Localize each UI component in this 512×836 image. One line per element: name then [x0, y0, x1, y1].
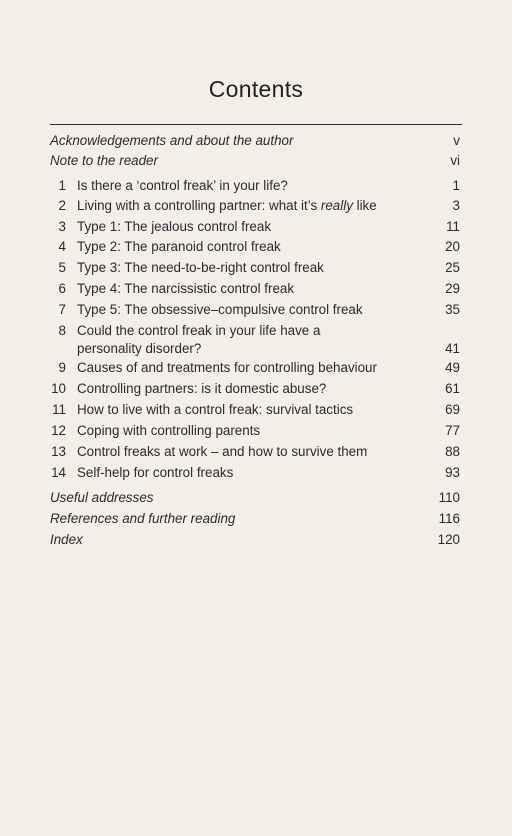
chapter-number: 3 — [58, 219, 66, 234]
chapter-page: 93 — [445, 465, 460, 480]
entry-label: Acknowledgements and about the author — [50, 133, 294, 148]
chapter-title: Causes of and treatments for controlling behaviour — [77, 360, 377, 375]
chapter-number: 9 — [58, 360, 66, 375]
chapter-page: 69 — [445, 402, 460, 417]
entry-label: References and further reading — [50, 511, 236, 526]
entry-page: vi — [450, 153, 460, 168]
entry-label: Index — [50, 532, 83, 547]
chapter-title: Type 3: The need-to-be-right control freak — [77, 260, 324, 275]
chapter-title: How to live with a control freak: survival tactics — [77, 402, 354, 417]
chapter-number: 12 — [51, 423, 66, 438]
chapter-title: Living with a controlling partner: what it’s really like — [77, 198, 377, 213]
chapter-title-line1: Could the control freak in your life have a — [77, 323, 321, 338]
entry-label: Useful addresses — [50, 490, 154, 505]
chapter-number: 1 — [58, 178, 66, 193]
chapter-title: Type 5: The obsessive–compulsive control freak — [77, 302, 363, 317]
chapter-title: Type 2: The paranoid control freak — [77, 239, 281, 254]
chapter-number: 4 — [58, 239, 66, 254]
chapter-number: 11 — [52, 402, 66, 417]
chapter-number: 6 — [58, 281, 66, 296]
chapter-title: Self-help for control freaks — [77, 465, 234, 480]
chapter-title: Type 4: The narcissistic control freak — [77, 281, 295, 296]
title-rule — [50, 124, 462, 125]
chapter-title: Controlling partners: is it domestic abuse? — [77, 381, 327, 396]
chapter-title: Coping with controlling parents — [77, 423, 261, 438]
chapter-page: 88 — [445, 444, 460, 459]
emphasis-really: really — [320, 198, 353, 213]
chapter-page: 1 — [452, 178, 460, 193]
chapter-page: 77 — [445, 423, 460, 438]
chapter-page: 35 — [445, 302, 460, 317]
chapter-number: 5 — [58, 260, 66, 275]
entry-label: Note to the reader — [50, 153, 158, 168]
page-title: Contents — [208, 76, 304, 102]
chapter-number: 2 — [58, 198, 66, 213]
entry-page: v — [453, 133, 460, 148]
chapter-number: 10 — [51, 381, 66, 396]
chapter-page: 3 — [452, 198, 460, 213]
chapter-title-line2: personality disorder? — [77, 341, 202, 356]
chapter-number: 14 — [51, 465, 66, 480]
chapter-title: Is there a ‘control freak’ in your life? — [77, 178, 288, 193]
chapter-page: 11 — [446, 219, 460, 234]
chapter-number: 7 — [58, 302, 66, 317]
chapter-page: 20 — [445, 239, 460, 254]
chapter-number: 8 — [58, 323, 66, 338]
chapter-page: 49 — [445, 360, 460, 375]
chapter-page: 41 — [445, 341, 460, 356]
entry-page: 116 — [438, 511, 460, 526]
chapter-title: Type 1: The jealous control freak — [77, 219, 272, 234]
chapter-page: 29 — [445, 281, 460, 296]
chapter-page: 25 — [445, 260, 460, 275]
chapter-title: Control freaks at work – and how to survive them — [77, 444, 368, 459]
chapter-number: 13 — [51, 444, 66, 459]
chapter-page: 61 — [445, 381, 460, 396]
entry-page: 120 — [437, 532, 460, 547]
entry-page: 110 — [438, 490, 460, 505]
